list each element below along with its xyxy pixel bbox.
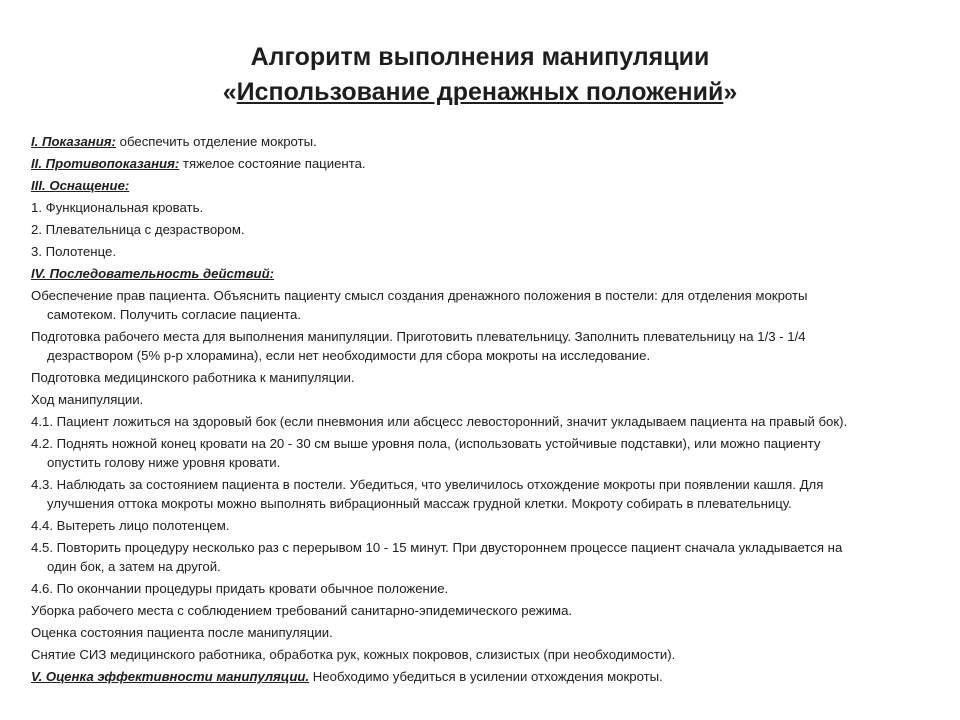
equipment-item: 2. Плевательница с дезраствором. (31, 222, 245, 237)
title-close-quote: » (723, 78, 738, 106)
workplace-prep-line: Подготовка рабочего места для выполнения манипуляции. Приготовить плевательницу. Заполнить плевательницу на 1/3 - 1/4 (31, 329, 806, 344)
contraindications-label: II. Противопоказания: (31, 156, 180, 171)
contraindications-text: тяжелое состояние пациента. (179, 156, 366, 171)
indications-label: I. Показания: (31, 134, 116, 149)
equipment-item: 1. Функциональная кровать. (31, 200, 204, 215)
indications-row (31, 132, 936, 151)
document-body (31, 132, 936, 689)
step-4-1: 4.1. Пациент ложиться на здоровый бок (если пневмония или абсцесс левосторонний, значит укладываем пациента на правый бок). (31, 414, 848, 429)
evaluation-text: Необходимо убедиться в усилении отхождения мокроты. (309, 669, 663, 684)
title-open-quote: « (222, 78, 237, 106)
step-4-3-line: улучшения оттока мокроты можно выполнять вибрационный массаж грудной клетки. Мокроту собирать в плевательницу. (47, 496, 792, 511)
workplace-prep-line: дезраствором (5% р-р хлорамина), если нет необходимости для сбора мокроты на исследование. (47, 348, 651, 363)
title-line-2 (0, 77, 960, 107)
equipment-label: III. Оснащение: (31, 178, 130, 193)
indications-text: обеспечить отделение мокроты. (115, 134, 317, 149)
patient-rights-paragraph (31, 286, 936, 324)
step-4-3-line: 4.3. Наблюдать за состоянием пациента в постели. Убедиться, что увеличилось отхождение мокроты при появлении кашля. Для (31, 477, 824, 492)
patient-rights-line: Обеспечение прав пациента. Объяснить пациенту смысл создания дренажного положения в постели: для отделения мокроты (31, 288, 808, 303)
procedure-heading: Ход манипуляции. (31, 392, 144, 407)
sequence-row (31, 264, 936, 283)
ppe-removal-paragraph: Снятие СИЗ медицинского работника, обработка рук, кожных покровов, слизистых (при необходимости). (31, 647, 676, 662)
evaluation-row (31, 667, 936, 686)
workplace-prep-paragraph (31, 327, 936, 365)
step-4-3 (31, 475, 936, 513)
equipment-row (31, 176, 936, 195)
step-4-2 (31, 434, 936, 472)
step-4-2-line: 4.2. Поднять ножной конец кровати на 20 - 30 см выше уровня пола, (использовать устойчивые подставки), или можно пациенту (31, 436, 821, 451)
sequence-label: IV. Последовательность действий: (31, 266, 275, 281)
contraindications-row (31, 154, 936, 173)
step-4-5-line: 4.5. Повторить процедуру несколько раз с перерывом 10 - 15 минут. При двустороннем процессе пациент сначала укладывается на (31, 540, 843, 555)
cleanup-paragraph: Уборка рабочего места с соблюдением требований санитарно-эпидемического режима. (31, 603, 573, 618)
patient-rights-line: самотеком. Получить согласие пациента. (47, 307, 302, 322)
title-procedure-name: Использование дренажных положений (236, 78, 724, 106)
step-4-5-line: один бок, а затем на другой. (47, 559, 221, 574)
step-4-4: 4.4. Вытереть лицо полотенцем. (31, 518, 230, 533)
step-4-5 (31, 538, 936, 576)
assessment-paragraph: Оценка состояния пациента после манипуляции. (31, 625, 333, 640)
step-4-6: 4.6. По окончании процедуры придать кровати обычное положение. (31, 581, 449, 596)
equipment-item: 3. Полотенце. (31, 244, 116, 259)
title-line-1: Алгоритм выполнения манипуляции (250, 43, 710, 71)
step-4-2-line: опустить голову ниже уровня кровати. (47, 455, 281, 470)
evaluation-label: V. Оценка эффективности манипуляции. (31, 669, 310, 684)
worker-prep-paragraph: Подготовка медицинского работника к манипуляции. (31, 370, 355, 385)
